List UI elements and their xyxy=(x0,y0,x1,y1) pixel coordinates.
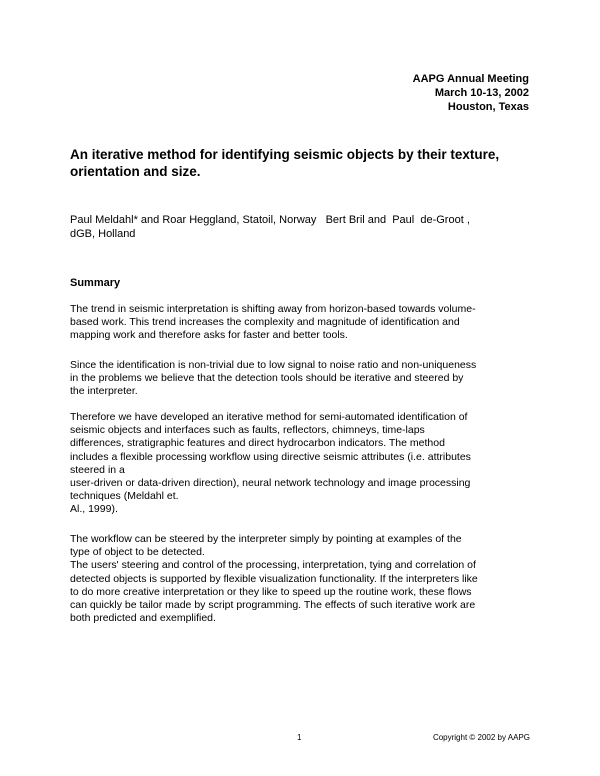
meeting-header xyxy=(413,72,529,114)
text-line: The trend in seismic interpretation is shifting away from horizon-based towards volume- xyxy=(70,303,476,315)
meeting-name: AAPG Annual Meeting xyxy=(412,73,529,85)
summary-paragraph-4 xyxy=(70,533,532,625)
meeting-dates: March 10-13, 2002 xyxy=(434,87,529,99)
paper-title-line-1: An iterative method for identifying seismic objects by their texture, xyxy=(70,147,500,162)
summary-paragraph-3 xyxy=(70,411,532,517)
author-line-1: Paul Meldahl* and Roar Heggland, Statoil, Norway Bert Bril and Paul de-Groot , xyxy=(70,214,470,226)
text-line: mapping work and therefore asks for faster and better tools. xyxy=(70,329,348,342)
text-line: steered in a xyxy=(70,463,125,476)
summary-paragraph-1 xyxy=(70,303,532,343)
text-line: The users' steering and control of the processing, interpretation, tying and correlation of xyxy=(70,559,476,572)
text-line: both predicted and exemplified. xyxy=(70,612,216,625)
copyright-notice: Copyright © 2002 by AAPG xyxy=(432,733,530,742)
text-line: Since the identification is non-trivial due to low signal to noise ratio and non-uniqueness xyxy=(70,359,477,371)
text-line: includes a flexible processing workflow using directive seismic attributes (i.e. attributes xyxy=(70,450,471,463)
text-line: type of object to be detected. xyxy=(70,546,205,559)
text-line: differences, stratigraphic features and direct hydrocarbon indicators. The method xyxy=(70,437,445,450)
text-line: to do more creative interpretation or they like to speed up the routine work, these flows xyxy=(70,585,472,598)
meeting-location: Houston, Texas xyxy=(447,101,529,113)
text-line: detected objects is supported by flexible visualization functionality. If the interpreters like xyxy=(70,572,478,585)
text-line: Al., 1999). xyxy=(70,503,118,516)
page-number: 1 xyxy=(297,733,302,742)
author-list xyxy=(70,213,530,241)
author-line-2: dGB, Holland xyxy=(70,228,136,240)
text-line: user-driven or data-driven direction), neural network technology and image processing xyxy=(70,477,471,490)
text-line: seismic objects and interfaces such as faults, reflectors, chimneys, time-laps xyxy=(70,424,425,437)
text-line: Therefore we have developed an iterative method for semi-automated identification of xyxy=(70,411,468,423)
text-line: the interpreter. xyxy=(70,385,138,398)
paper-title xyxy=(70,146,540,180)
text-line: in the problems we believe that the detection tools should be iterative and steered by xyxy=(70,372,464,385)
paper-title-line-2: orientation and size. xyxy=(70,164,201,179)
text-line: can quickly be tailor made by script programming. The effects of such iterative work are xyxy=(70,599,476,612)
text-line: The workflow can be steered by the interpreter simply by pointing at examples of the xyxy=(70,533,462,545)
summary-paragraph-2 xyxy=(70,359,532,399)
summary-heading: Summary xyxy=(70,277,121,289)
text-line: techniques (Meldahl et. xyxy=(70,490,179,503)
text-line: based work. This trend increases the complexity and magnitude of identification and xyxy=(70,316,460,329)
